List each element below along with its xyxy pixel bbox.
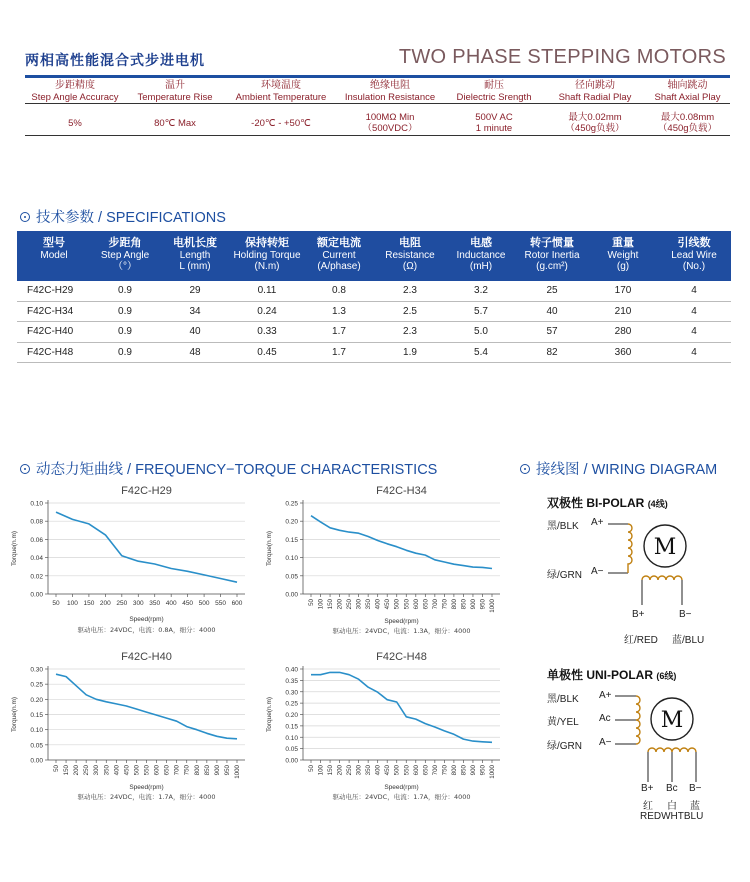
drive-note: 驱动电压：24VDC，电流：0.8A，细分：4000 <box>77 626 216 634</box>
spec-summary-heading <box>225 80 337 104</box>
unipolar-bc-label: Bc <box>666 783 678 794</box>
heading-en: Temperature Rise <box>137 92 213 103</box>
table-cell: 0.24 <box>257 305 277 317</box>
header-unit: (mH) <box>469 261 493 272</box>
y-tick-label: 0.00 <box>285 591 298 599</box>
spec-summary-heading <box>545 80 645 104</box>
motor-letter: M <box>660 708 684 733</box>
x-tick-label: 50 <box>52 600 60 607</box>
x-tick-label: 600 <box>153 765 161 776</box>
spec-summary-value <box>443 112 545 134</box>
y-tick-label: 0.06 <box>30 536 43 544</box>
table-cell: 1.7 <box>332 326 346 337</box>
chart-f42c-h34 <box>255 478 515 652</box>
header-en: Current <box>322 249 356 261</box>
table-cell: 5.7 <box>474 305 488 317</box>
x-tick-label: 150 <box>327 765 335 776</box>
table-cell: 29 <box>189 285 201 296</box>
x-tick-label: 200 <box>99 600 111 607</box>
x-tick-label: 350 <box>365 765 373 776</box>
table-cell: 0.45 <box>257 346 277 358</box>
x-tick-label: 250 <box>346 599 354 610</box>
x-tick-label: 550 <box>215 600 226 607</box>
unipolar-ac-label: Ac <box>599 713 611 724</box>
x-tick-label: 150 <box>327 599 335 610</box>
header-unit: L (mm) <box>179 261 211 272</box>
title-cn: 两相高性能混合式步进电机 <box>25 53 205 69</box>
table-cell: 2.3 <box>403 326 417 337</box>
header-cn: 电阻 <box>399 237 421 249</box>
x-tick-label: 350 <box>149 600 161 607</box>
header-unit: (Ω) <box>402 261 418 272</box>
table-row <box>17 302 731 323</box>
column-header <box>227 238 307 273</box>
bipolar-b-minus-label: B− <box>679 609 692 620</box>
header-en: Resistance <box>385 249 435 261</box>
value-line: 100MΩ Min <box>365 112 415 123</box>
table-header <box>17 231 731 281</box>
x-tick-label: 450 <box>182 600 194 607</box>
y-tick-label: 0.00 <box>30 757 43 765</box>
y-tick-label: 0.20 <box>30 696 43 704</box>
column-header <box>441 238 521 273</box>
x-tick-label: 800 <box>450 765 458 776</box>
x-tick-label: 300 <box>355 765 363 776</box>
header-unit: (N.m) <box>254 261 280 272</box>
x-tick-label: 250 <box>116 600 128 607</box>
y-tick-label: 0.05 <box>285 573 298 581</box>
value-line: 最大0.08mm <box>660 112 715 123</box>
x-tick-label: 450 <box>384 599 392 610</box>
spec-summary-value <box>337 112 443 134</box>
header-en: Inductance <box>456 249 506 261</box>
table-cell: 2.5 <box>403 305 417 317</box>
value-line: （450g负载） <box>657 123 718 134</box>
heading-cn: 环境温度 <box>261 80 301 91</box>
x-tick-label: 1000 <box>489 765 496 779</box>
table-cell: 210 <box>614 305 632 317</box>
header-cn: 电机长度 <box>173 237 217 249</box>
spec-summary-value <box>225 118 337 129</box>
bipolar-a-minus-label: A− <box>591 566 604 577</box>
heading-en: Step Angle Accuracy <box>31 92 119 103</box>
table-cell: 25 <box>546 285 558 296</box>
heading-cn: 温升 <box>165 80 185 91</box>
chart-f42c-h48 <box>255 644 515 818</box>
x-tick-label: 650 <box>422 765 430 776</box>
y-tick-label: 0.15 <box>285 536 298 544</box>
spec-summary-value <box>545 112 645 134</box>
table-cell: 1.7 <box>332 346 346 358</box>
table-row <box>17 281 731 302</box>
x-tick-label: 250 <box>83 765 91 776</box>
header-cn: 型号 <box>43 237 65 249</box>
drive-note: 驱动电压：24VDC，电流：1.3A，细分：4000 <box>332 627 471 635</box>
header-unit: (No.) <box>682 261 706 272</box>
value-line: （450g负载） <box>565 123 625 134</box>
unipolar-blk-label: 黑/BLK <box>547 694 579 705</box>
bipolar-a-plus-label: A+ <box>591 517 604 528</box>
bipolar-blk-label: 黑/BLK <box>547 521 579 532</box>
spec-summary-values <box>25 112 730 136</box>
y-tick-label: 0.05 <box>285 746 298 754</box>
x-tick-label: 750 <box>183 765 191 776</box>
header-unit: (g) <box>616 261 630 272</box>
heading-cn: 轴向跳动 <box>667 80 708 91</box>
unipolar-title: 单极性 UNI-POLAR (6线) <box>547 668 677 682</box>
coil-a <box>628 524 632 573</box>
x-tick-label: 350 <box>365 599 373 610</box>
table-cell: 0.9 <box>118 305 132 317</box>
x-tick-label: 550 <box>403 765 411 776</box>
table-cell: 0.33 <box>257 326 277 337</box>
y-tick-label: 0.10 <box>30 727 43 735</box>
header-en: Holding Torque <box>233 249 301 261</box>
x-tick-label: 950 <box>479 599 487 610</box>
header-cn: 额定电流 <box>317 237 361 249</box>
y-tick-label: 0.25 <box>285 700 298 708</box>
table-cell: 2.3 <box>403 285 417 296</box>
y-tick-label: 0.15 <box>30 712 43 719</box>
x-tick-label: 650 <box>163 765 171 776</box>
model-cell: F42C-H29 <box>27 285 74 296</box>
header-cn: 重量 <box>612 237 634 249</box>
column-header <box>654 238 734 273</box>
bipolar-grn-label: 绿/GRN <box>547 570 582 581</box>
y-tick-label: 0.10 <box>30 500 43 508</box>
y-axis-label: Torque(n.m) <box>266 696 273 733</box>
x-tick-label: 250 <box>346 765 354 776</box>
bipolar-title: 双极性 BI-POLAR (4线) <box>547 496 668 510</box>
unipolar-red-cn: 红 <box>643 801 653 812</box>
heading-en: Shaft Radial Play <box>558 92 632 103</box>
table-cell: 3.2 <box>474 285 488 296</box>
motor-letter: M <box>653 535 677 560</box>
value-line: 80℃ Max <box>154 118 196 129</box>
table-cell: 4 <box>691 305 697 317</box>
x-tick-label: 550 <box>403 599 411 610</box>
torque-curve <box>56 512 237 582</box>
x-tick-label: 450 <box>384 765 392 776</box>
y-tick-label: 0.30 <box>285 689 298 697</box>
x-tick-label: 950 <box>223 765 231 776</box>
table-cell: 5.4 <box>474 346 488 358</box>
table-cell: 170 <box>614 285 632 296</box>
table-cell: 40 <box>546 305 558 317</box>
x-tick-label: 650 <box>422 599 430 610</box>
x-tick-label: 300 <box>132 600 144 607</box>
heading-cn: 径向跳动 <box>575 80 615 91</box>
circle-dot-icon <box>20 464 30 474</box>
unipolar-colors-en: REDWHTBLU <box>640 811 704 822</box>
x-tick-label: 400 <box>374 599 382 610</box>
y-tick-label: 0.20 <box>285 518 298 526</box>
x-tick-label: 600 <box>412 599 420 610</box>
y-axis-label: Torque(n.m) <box>11 530 18 567</box>
unipolar-blu-cn: 蓝 <box>690 801 700 812</box>
y-axis-label: Torque(n.m) <box>11 696 18 733</box>
x-tick-label: 500 <box>198 600 210 607</box>
header-en: Model <box>40 249 68 261</box>
x-tick-label: 300 <box>93 765 101 776</box>
chart-title: F42C-H34 <box>376 485 427 497</box>
spec-summary-heading <box>25 80 125 104</box>
header-unit: (g.cm²) <box>536 261 568 272</box>
unipolar-b-minus-label: B− <box>689 783 702 794</box>
x-tick-label: 850 <box>460 599 468 610</box>
table-cell: 4 <box>691 346 697 358</box>
chart-title: F42C-H40 <box>121 651 172 663</box>
torque-curve <box>311 516 492 569</box>
x-tick-label: 200 <box>73 765 81 776</box>
value-line: 5% <box>68 118 82 129</box>
x-tick-label: 400 <box>113 765 121 776</box>
y-tick-label: 0.10 <box>285 555 298 563</box>
heading-cn: 绝缘电阻 <box>370 80 410 91</box>
model-cell: F42C-H40 <box>27 326 74 337</box>
y-tick-label: 0.08 <box>30 518 43 526</box>
spec-summary-value <box>25 118 125 129</box>
spec-summary-heading <box>125 80 225 104</box>
x-tick-label: 850 <box>203 765 211 776</box>
table-cell: 1.9 <box>403 346 417 358</box>
table-cell: 4 <box>691 285 697 296</box>
unipolar-yel-label: 黄/YEL <box>547 717 579 728</box>
y-tick-label: 0.40 <box>285 666 298 674</box>
header-unit: (A/phase) <box>317 261 361 272</box>
x-axis-label: Speed(rpm) <box>384 784 419 791</box>
drive-note: 驱动电压：24VDC，电流：1.7A，细分：4000 <box>77 793 216 801</box>
x-tick-label: 350 <box>103 765 111 776</box>
table-row <box>17 343 731 364</box>
unipolar-wiring-diagram <box>610 686 710 786</box>
x-tick-label: 200 <box>336 765 344 776</box>
specifications-title: 技术参数 / SPECIFICATIONS <box>20 206 226 227</box>
chart-title: F42C-H48 <box>376 651 427 663</box>
heading-en: Insulation Resistance <box>344 92 436 103</box>
value-line: 500V AC <box>475 112 513 123</box>
x-tick-label: 400 <box>165 600 177 607</box>
x-tick-label: 50 <box>53 765 60 772</box>
y-tick-label: 0.00 <box>285 757 298 765</box>
chart-f42c-h40 <box>0 644 260 818</box>
column-header <box>583 238 663 273</box>
value-line: 1 minute <box>475 123 513 134</box>
x-tick-label: 500 <box>133 765 141 776</box>
header-cn: 电感 <box>470 237 492 249</box>
x-tick-label: 500 <box>393 599 401 610</box>
header-en: Step Angle <box>100 249 150 261</box>
heading-en: Ambient Temperature <box>235 92 327 103</box>
x-tick-label: 900 <box>469 599 477 610</box>
heading-en: Shaft Axial Play <box>654 92 721 103</box>
x-tick-label: 950 <box>479 765 487 776</box>
table-cell: 0.9 <box>118 285 132 296</box>
x-tick-label: 800 <box>193 765 201 776</box>
x-tick-label: 600 <box>412 765 420 776</box>
y-tick-label: 0.25 <box>285 500 298 508</box>
y-tick-label: 0.25 <box>30 681 43 689</box>
x-tick-label: 900 <box>213 765 221 776</box>
x-tick-label: 150 <box>63 765 71 776</box>
torque-section-title: 动态力矩曲线 / FREQUENCY−TORQUE CHARACTERISTICS <box>20 458 437 479</box>
x-tick-label: 150 <box>83 600 95 607</box>
table-cell: 34 <box>189 305 201 317</box>
y-tick-label: 0.00 <box>30 591 43 599</box>
circle-dot-icon <box>20 212 30 222</box>
table-cell: 0.9 <box>118 326 132 337</box>
header-cn: 转子惯量 <box>530 237 574 249</box>
x-tick-label: 100 <box>317 765 325 776</box>
table-cell: 40 <box>189 326 201 337</box>
page-header <box>25 46 730 78</box>
model-cell: F42C-H48 <box>27 346 74 358</box>
column-header <box>299 238 379 273</box>
x-tick-label: 600 <box>231 600 243 607</box>
x-tick-label: 1000 <box>234 765 241 779</box>
header-en: Lead Wire <box>671 249 717 261</box>
y-tick-label: 0.05 <box>30 742 43 750</box>
spec-summary-heading <box>443 80 545 104</box>
wiring-section-title: 接线图 / WIRING DIAGRAM <box>520 458 717 479</box>
spec-summary-value <box>125 118 225 129</box>
header-cn: 步距角 <box>108 237 142 249</box>
spec-summary-heading <box>645 80 730 104</box>
column-header <box>14 238 94 261</box>
header-cn: 引线数 <box>677 237 711 249</box>
column-header <box>512 238 592 273</box>
x-tick-label: 100 <box>317 599 325 610</box>
x-tick-label: 850 <box>460 765 468 776</box>
chart-title: F42C-H29 <box>121 485 172 497</box>
y-tick-label: 0.30 <box>30 666 43 674</box>
table-cell: 57 <box>546 326 558 337</box>
table-cell: 1.3 <box>332 305 346 317</box>
x-tick-label: 300 <box>355 599 363 610</box>
specifications-table <box>17 231 731 363</box>
x-axis-label: Speed(rpm) <box>129 616 164 623</box>
x-tick-label: 900 <box>469 765 477 776</box>
heading-en: Dielectric Srength <box>456 92 532 103</box>
table-cell: 82 <box>546 346 558 358</box>
y-tick-label: 0.02 <box>30 573 43 581</box>
x-tick-label: 700 <box>431 599 439 610</box>
x-axis-label: Speed(rpm) <box>129 784 164 791</box>
header-cn: 保持转矩 <box>245 237 289 249</box>
spec-summary-value <box>645 112 730 134</box>
x-tick-label: 750 <box>441 599 449 610</box>
bipolar-red-label: 红/RED <box>624 635 658 646</box>
coil-a <box>636 696 640 744</box>
table-cell: 5.0 <box>474 326 488 337</box>
column-header <box>85 238 165 273</box>
table-cell: 0.8 <box>332 285 346 296</box>
value-line: -20℃ - +50℃ <box>251 118 311 129</box>
x-tick-label: 50 <box>308 599 315 606</box>
header-en: Length <box>179 249 211 261</box>
x-tick-label: 700 <box>431 765 439 776</box>
table-cell: 0.11 <box>257 285 277 296</box>
value-line: 最大0.02mm <box>568 112 622 123</box>
bipolar-b-plus-label: B+ <box>632 609 645 620</box>
value-line: （500VDC） <box>362 123 418 134</box>
drive-note: 驱动电压：24VDC，电流：1.7A，细分：4000 <box>332 793 471 801</box>
header-en: Rotor Inertia <box>524 249 580 261</box>
unipolar-grn-label: 绿/GRN <box>547 741 582 752</box>
header-en: Weight <box>607 249 639 261</box>
unipolar-a-plus-label: A+ <box>599 690 612 701</box>
spec-summary-heading <box>337 80 443 104</box>
x-tick-label: 550 <box>143 765 151 776</box>
torque-curve <box>311 672 492 742</box>
model-cell: F42C-H34 <box>27 305 74 317</box>
x-tick-label: 400 <box>374 765 382 776</box>
y-tick-label: 0.35 <box>285 677 298 685</box>
y-tick-label: 0.15 <box>285 723 298 731</box>
x-tick-label: 50 <box>308 765 315 772</box>
y-tick-label: 0.10 <box>285 734 298 742</box>
x-tick-label: 500 <box>393 765 401 776</box>
column-header <box>370 238 450 273</box>
coil-b <box>642 576 682 580</box>
table-cell: 0.9 <box>118 346 132 358</box>
header-unit: （°） <box>113 261 137 272</box>
chart-f42c-h29 <box>0 478 260 652</box>
x-tick-label: 750 <box>441 765 449 776</box>
x-tick-label: 700 <box>173 765 181 776</box>
bipolar-blu-label: 蓝/BLU <box>672 635 705 646</box>
unipolar-b-plus-label: B+ <box>641 783 654 794</box>
y-axis-label: Torque(n.m) <box>266 530 273 567</box>
x-tick-label: 100 <box>67 600 78 607</box>
y-tick-label: 0.04 <box>30 555 43 563</box>
heading-cn: 耐压 <box>484 80 504 91</box>
table-cell: 280 <box>614 326 632 337</box>
spec-summary-header <box>25 80 730 104</box>
table-body <box>17 281 731 363</box>
x-tick-label: 800 <box>450 599 458 610</box>
unipolar-wht-cn: 白 <box>667 801 677 812</box>
column-header <box>155 238 235 273</box>
x-tick-label: 450 <box>123 765 131 776</box>
coil-b <box>648 748 696 752</box>
unipolar-a-minus-label: A− <box>599 737 612 748</box>
bipolar-wiring-diagram <box>600 512 710 612</box>
table-row <box>17 322 731 343</box>
y-tick-label: 0.20 <box>285 712 298 719</box>
x-tick-label: 1000 <box>489 599 496 613</box>
circle-dot-icon <box>520 464 530 474</box>
x-tick-label: 200 <box>336 599 344 610</box>
table-cell: 48 <box>189 346 201 358</box>
x-axis-label: Speed(rpm) <box>384 618 419 625</box>
heading-cn: 步距精度 <box>55 80 95 91</box>
title-en: TWO PHASE STEPPING MOTORS <box>398 46 726 68</box>
table-cell: 360 <box>614 346 632 358</box>
table-cell: 4 <box>691 326 697 337</box>
